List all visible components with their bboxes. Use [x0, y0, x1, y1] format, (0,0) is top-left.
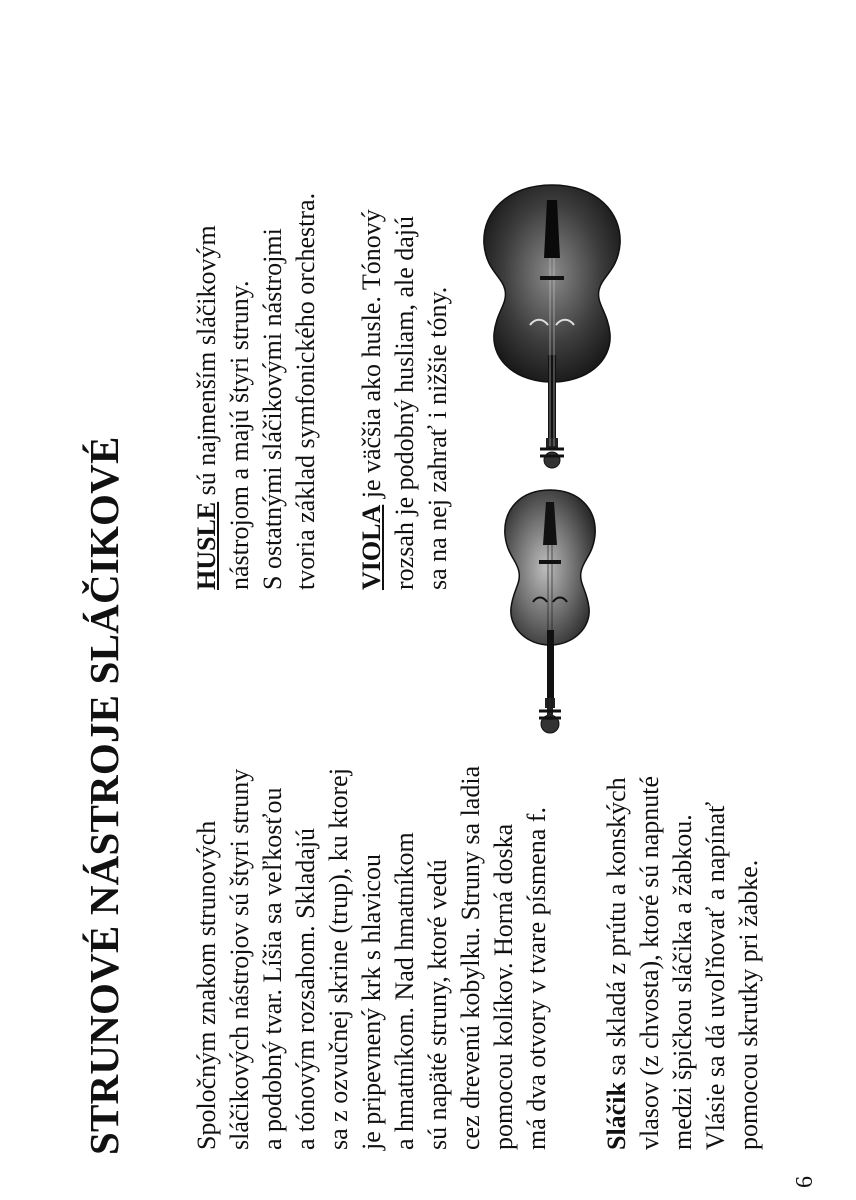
intro-line: je pripevnený krk s hlavicou — [357, 853, 386, 1150]
bow-line: pomocou skrutky pri žabke. — [734, 859, 763, 1150]
bow-line: vlasov (z chvosta), ktoré sú napnuté — [635, 775, 664, 1150]
intro-line: a podobný tvar. Líšia sa veľkosťou — [258, 787, 287, 1150]
violin-first-line-text: sú najmenším sláčikovým — [192, 225, 221, 502]
intro-line: má dva otvory v tvare písmena f. — [522, 807, 551, 1150]
intro-line: sláčikových nástrojov sú štyri struny — [225, 768, 254, 1150]
violin-line: S ostatnými sláčikovými nástrojmi — [258, 228, 287, 590]
viola-first-line-text: je väčšia ako husle. Tónový — [357, 209, 386, 505]
page-title: STRUNOVÉ NÁSTROJE SLÁČIKOVÉ — [81, 436, 127, 1155]
violin-first-line — [190, 193, 223, 590]
violin-line: nástrojom a majú štyri struny. — [225, 280, 254, 590]
bow-line: Vlásie sa dá uvoľňovať a napínať — [701, 801, 730, 1150]
viola-first-line — [355, 209, 388, 590]
intro-line: cez drevenú kobylku. Struny sa ladia — [456, 765, 485, 1150]
intro-line: Spoločným znakom strunových — [192, 820, 221, 1150]
intro-line: pomocou kolíkov. Horná doska — [489, 823, 518, 1150]
viola-line: sa na nej zahrať i nižšie tóny. — [423, 286, 452, 590]
violin-paragraph — [190, 193, 322, 590]
violin-illustration — [470, 110, 635, 470]
bow-first-line — [600, 776, 633, 1150]
bow-line: medzi špičkou sláčika a žabkou. — [668, 814, 697, 1150]
intro-line: sa z ozvučnej skrine (trup), ku ktorej — [324, 768, 353, 1150]
violin-line: tvoria základ symfonického orchestra. — [291, 192, 320, 590]
page-number: 6 — [792, 1176, 818, 1188]
intro-line: a tónovým rozsahom. Skladajú — [291, 827, 320, 1150]
intro-line: a hmatníkom. Nad hmatníkom — [390, 832, 419, 1150]
viola-paragraph — [355, 209, 454, 590]
viola-keyword: VIOLA — [357, 504, 386, 590]
intro-paragraph — [190, 766, 553, 1150]
viola-line: rozsah je podobný husliam, ale dajú — [390, 215, 419, 590]
intro-line: sú napäté struny, ktoré vedú — [423, 859, 452, 1150]
bow-first-line-text: sa skladá z prútu a konských — [602, 777, 631, 1083]
violin-keyword: HUSLE — [192, 501, 221, 590]
bow-keyword: Sláčik — [602, 1082, 631, 1150]
bow-paragraph — [600, 776, 765, 1150]
